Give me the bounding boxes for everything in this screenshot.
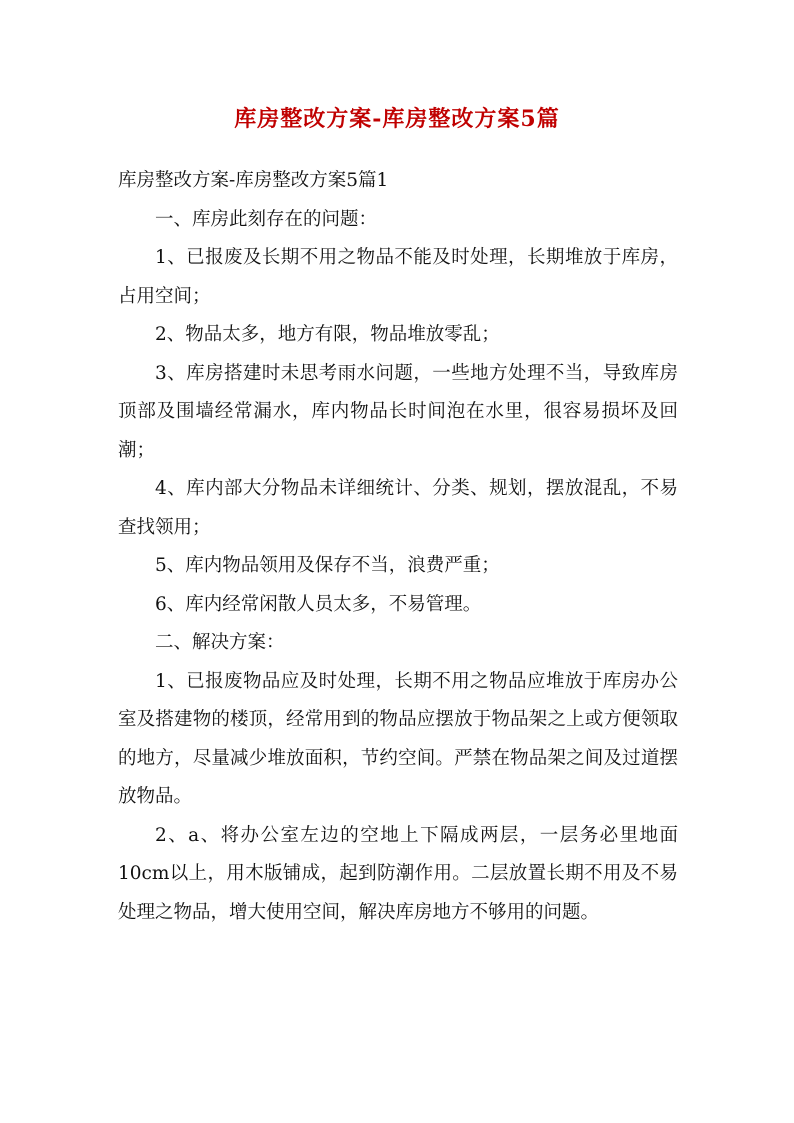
document-title: 库房整改方案-库房整改方案5篇 [234, 106, 560, 132]
paragraph-problem-3: 3、库房搭建时未思考雨水问题，一些地方处理不当，导致库房顶部及围墙经常漏水，库内物品长时间泡在水里，很容易损坏及回潮； [118, 362, 678, 461]
paragraph-solution-2: 2、a、将办公室左边的空地上下隔成两层，一层务必里地面10cm以上，用木版铺成，起到防潮作用。二层放置长期不用及不易处理之物品，增大使用空间，解决库房地方不够用的问题。 [118, 824, 678, 923]
paragraph-problem-1: 1、已报废及长期不用之物品不能及时处理，长期堆放于库房，占用空间； [118, 247, 678, 307]
paragraph-section-heading-problems: 一、库房此刻存在的问题： [155, 208, 378, 230]
paragraph-subtitle: 库房整改方案-库房整改方案5篇1 [118, 170, 389, 191]
paragraph-problem-2: 2、物品太多，地方有限，物品堆放零乱； [155, 324, 500, 345]
paragraph-problem-4: 4、库内部大分物品未详细统计、分类、规划，摆放混乱，不易查找领用； [118, 478, 678, 538]
paragraph-section-heading-solutions: 二、解决方案： [155, 632, 285, 653]
document-body [118, 162, 678, 932]
paragraph-problem-6: 6、库内经常闲散人员太多，不易管理。 [155, 593, 482, 615]
paragraph-solution-1: 1、已报废物品应及时处理，长期不用之物品应堆放于库房办公室及搭建物的楼顶，经常用到的物品应摆放于物品架之上或方便领取的地方，尽量减少堆放面积，节约空间。严禁在物品架之间及过道摆放物品。 [118, 670, 678, 807]
paragraph-problem-5: 5、库内物品领用及保存不当，浪费严重； [155, 555, 500, 576]
